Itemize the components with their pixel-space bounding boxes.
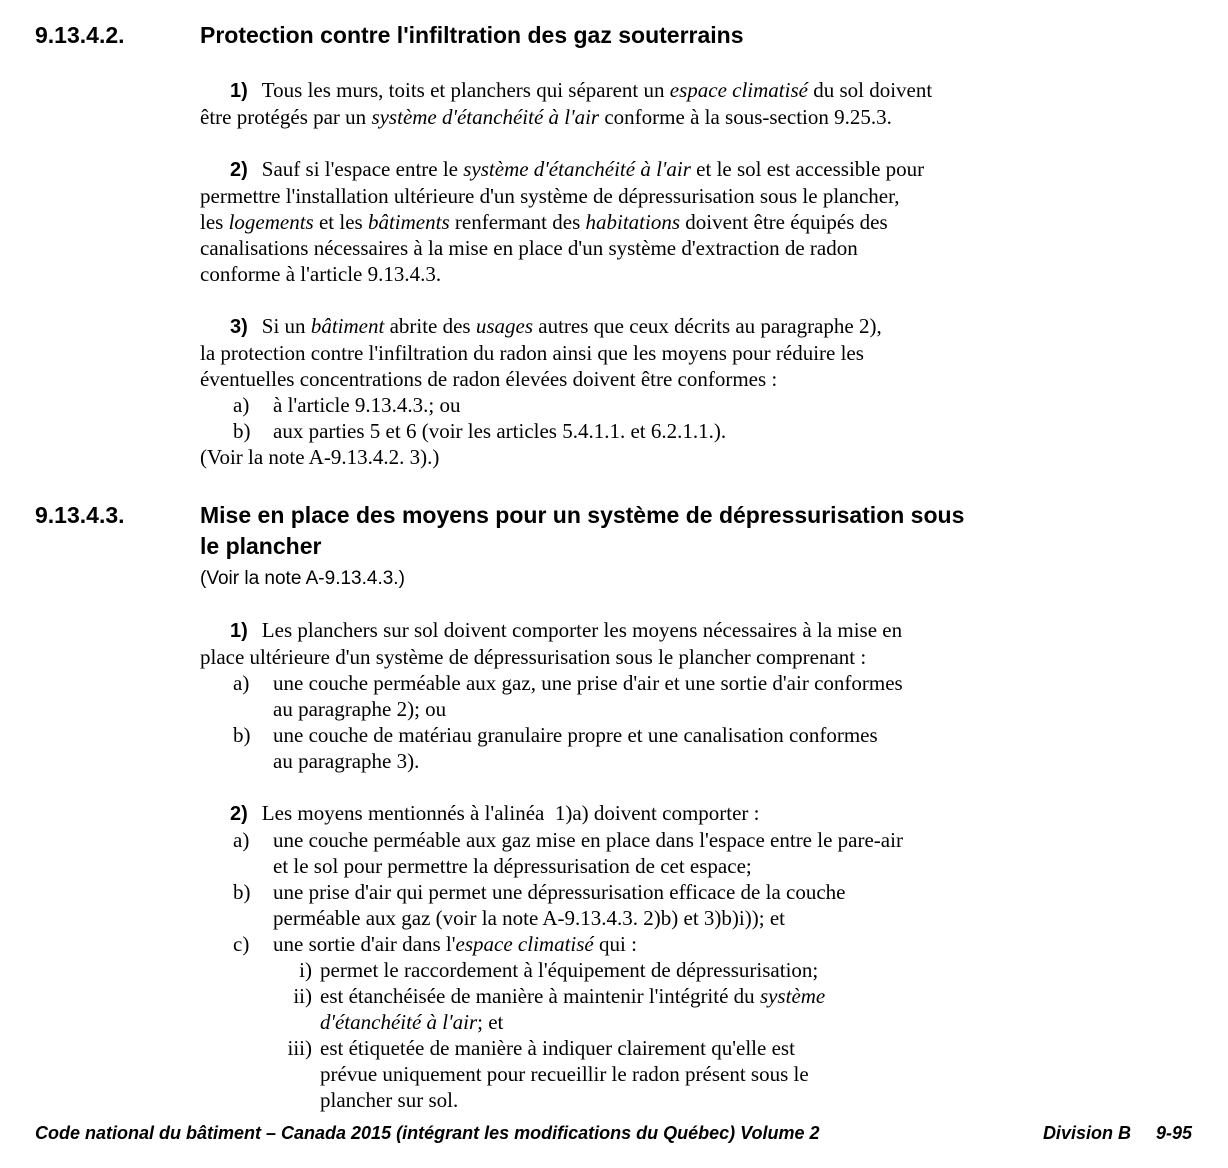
text-run: permet le raccordement à l'équipement de dépressurisation;: [320, 958, 819, 982]
list-item-text: [273, 723, 878, 773]
text-run: conforme à l'article 9.13.4.3.: [200, 262, 442, 286]
defined-term: bâtiment: [310, 314, 385, 338]
text-run: au paragraphe 3).: [273, 749, 420, 773]
article-number: 9.13.4.3.: [35, 502, 125, 528]
list-item: [200, 670, 1200, 722]
list-item-text: [273, 393, 460, 417]
paragraph-number: 1): [230, 620, 248, 642]
defined-term: bâtiments: [367, 210, 450, 234]
text-run: place ultérieure d'un système de dépressurisation sous le plancher comprenant :: [200, 645, 867, 669]
clause-list: [200, 827, 1200, 1113]
list-item-marker: a): [233, 393, 250, 417]
text-run: autres que ceux décrits au paragraphe 2),: [533, 314, 882, 338]
paragraph-number: 2): [230, 159, 248, 181]
sub-list-item-text: [320, 984, 825, 1034]
text-run: une couche perméable aux gaz mise en place dans l'espace entre le pare-air: [273, 828, 903, 852]
article-section: [35, 500, 1228, 1113]
text-run: Mise en place des moyens pour un système de dépressurisation sous: [200, 502, 965, 528]
sub-list-item-text: [320, 1036, 809, 1112]
defined-term: espace climatisé: [455, 932, 594, 956]
text-run: et le sol pour permettre la dépressurisation de cet espace;: [273, 854, 752, 878]
article-number: 9.13.4.2.: [35, 22, 125, 48]
list-item-marker: a): [233, 828, 250, 852]
text-run: (Voir la note A-9.13.4.2. 3).): [200, 445, 440, 469]
sub-list-item-text: [320, 958, 818, 982]
article-heading: [35, 20, 1228, 51]
articles-container: [35, 20, 1228, 1113]
defined-term: usages: [475, 314, 534, 338]
text-run: est étiquetée de manière à indiquer clairement qu'elle est: [320, 1036, 795, 1060]
text-run: Sauf si l'espace entre le: [261, 157, 464, 181]
text-run: doivent être équipés des: [680, 210, 888, 234]
text-run: aux parties 5 et 6 (voir les articles 5.4.1.1. et 6.2.1.1.).: [273, 419, 727, 443]
footer-page-ref: [1043, 1122, 1192, 1144]
list-item-text: [273, 671, 903, 721]
text-run: une prise d'air qui permet une dépressurisation efficace de la couche: [273, 880, 846, 904]
text-run: éventuelles concentrations de radon élevées doivent être conformes :: [200, 367, 778, 391]
footer-document-title: Code national du bâtiment – Canada 2015 (intégrant les modifications du Québec) Volume 2: [35, 1123, 820, 1143]
clause-list: [200, 392, 1200, 444]
text-run: une couche de matériau granulaire propre et une canalisation conformes: [273, 723, 878, 747]
text-run: abrite des: [384, 314, 476, 338]
list-item: [200, 879, 1200, 931]
defined-term: espace climatisé: [669, 78, 808, 102]
text-run: ; et: [477, 1010, 504, 1034]
article-body: [200, 77, 1200, 470]
paragraph: [200, 617, 1200, 670]
list-item-marker: b): [233, 419, 251, 443]
sub-list-item-marker: iii): [287, 1036, 312, 1060]
text-run: Tous les murs, toits et planchers qui séparent un: [261, 78, 670, 102]
list-item-marker: a): [233, 671, 250, 695]
article-title: [200, 500, 964, 562]
list-item-marker: b): [233, 723, 251, 747]
sub-list-item: [200, 957, 1200, 983]
article-note-reference: (Voir la note A-9.13.4.3.): [200, 568, 405, 589]
text-run: et le sol est accessible pour: [690, 157, 925, 181]
text-run: être protégés par un: [200, 105, 372, 129]
defined-term: système d'étanchéité à l'air: [371, 105, 600, 129]
article-title: [200, 20, 744, 51]
list-item-text: [273, 880, 846, 930]
sub-list-item-marker: i): [299, 958, 312, 982]
defined-term: système d'étanchéité à l'air: [463, 157, 691, 181]
paragraph-number: 3): [230, 316, 248, 338]
list-item: [200, 722, 1200, 774]
list-item-text: [273, 932, 637, 956]
paragraph-number: 1): [230, 80, 248, 102]
footer-page-number: 9-95: [1155, 1123, 1192, 1143]
text-run: les: [200, 210, 229, 234]
defined-term: habitations: [585, 210, 681, 234]
list-item: [200, 392, 1200, 418]
article-section: [35, 20, 1228, 470]
text-run: le plancher: [200, 533, 322, 559]
text-run: canalisations nécessaires à la mise en place d'un système d'extraction de radon: [200, 236, 858, 260]
paragraph: [200, 77, 1200, 130]
paragraph: [200, 313, 1200, 392]
text-run: Protection contre l'infiltration des gaz souterrains: [200, 22, 744, 48]
list-item-marker: c): [233, 932, 250, 956]
text-run: plancher sur sol.: [320, 1088, 459, 1112]
text-run: renfermant des: [449, 210, 586, 234]
text-run: qui :: [593, 932, 637, 956]
paragraph-number: 2): [230, 803, 248, 825]
text-run: Les moyens mentionnés à l'alinéa 1)a) doivent comporter :: [261, 801, 760, 825]
text-run: au paragraphe 2); ou: [273, 697, 447, 721]
sub-list-item-marker: ii): [293, 984, 312, 1008]
list-item: [200, 418, 1200, 444]
list-item: [200, 931, 1200, 957]
article-heading: [35, 500, 1228, 562]
text-run: une couche perméable aux gaz, une prise d'air et une sortie d'air conformes: [273, 671, 903, 695]
text-run: du sol doivent: [807, 78, 933, 102]
text-run: est étanchéisée de manière à maintenir l'intégrité du: [320, 984, 760, 1008]
text-run: une sortie d'air dans l': [273, 932, 456, 956]
list-item-marker: b): [233, 880, 251, 904]
defined-term: système: [759, 984, 826, 1008]
defined-term: d'étanchéité à l'air: [320, 1010, 478, 1034]
text-run: Les planchers sur sol doivent comporter les moyens nécessaires à la mise en: [261, 618, 903, 642]
list-item-text: [273, 828, 903, 878]
text-run: et les: [313, 210, 368, 234]
text-run: Si un: [261, 314, 311, 338]
list-item: [200, 827, 1200, 879]
note-line: [200, 444, 1200, 470]
text-run: conforme à la sous-section 9.25.3.: [599, 105, 892, 129]
text-run: perméable aux gaz (voir la note A-9.13.4.3. 2)b) et 3)b)i)); et: [273, 906, 785, 930]
clause-list: [200, 670, 1200, 774]
sub-list-item: [200, 1035, 1200, 1113]
text-run: à l'article 9.13.4.3.; ou: [273, 393, 461, 417]
sub-list-item: [200, 983, 1200, 1035]
text-run: permettre l'installation ultérieure d'un système de dépressurisation sous le plancher,: [200, 184, 900, 208]
page-footer: [35, 1122, 1192, 1144]
footer-division-label: Division B: [1042, 1123, 1131, 1143]
paragraph: [200, 156, 1200, 287]
text-run: la protection contre l'infiltration du radon ainsi que les moyens pour réduire les: [200, 341, 864, 365]
article-body: [200, 617, 1200, 1113]
paragraph: [200, 800, 1200, 827]
defined-term: logements: [228, 210, 314, 234]
text-run: prévue uniquement pour recueillir le radon présent sous le: [320, 1062, 809, 1086]
list-item-text: [273, 419, 726, 443]
